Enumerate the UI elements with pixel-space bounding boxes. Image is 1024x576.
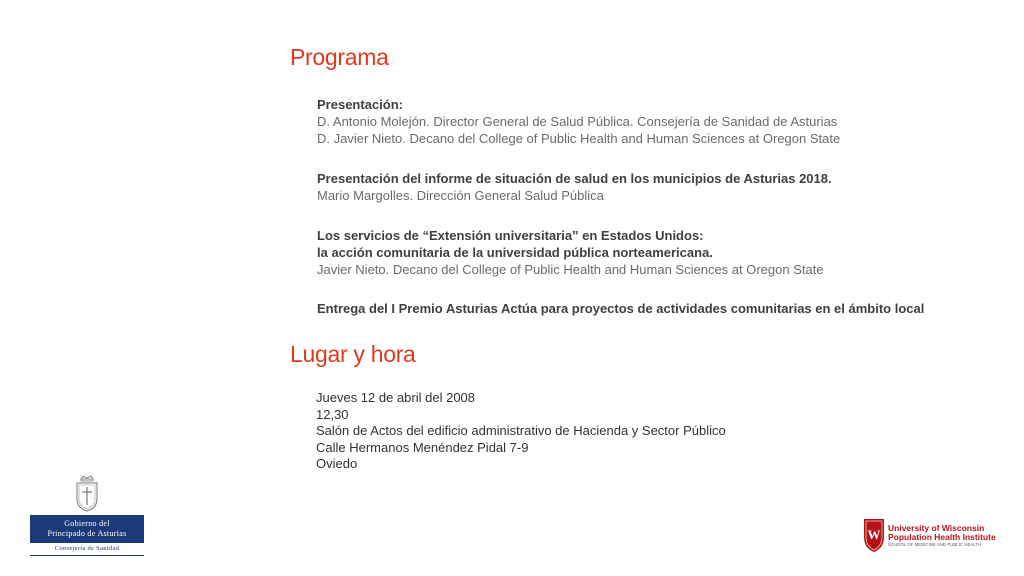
venue-date: Jueves 12 de abril del 2008 (316, 390, 476, 405)
lugar-heading: Lugar y hora (290, 341, 416, 367)
speaker-line: Javier Nieto. Decano del College of Public Health and Human Sciences at Oregon State (317, 262, 824, 277)
consejeria-label: Consejería de Sanidad (54, 545, 120, 552)
venue-time: 12,30 (316, 406, 349, 422)
venue-hall: Salón de Actos del edificio administrativo de Hacienda y Sector Público (316, 423, 726, 438)
svg-text:W: W (867, 527, 881, 542)
section-title: Presentación: (317, 97, 403, 112)
speaker-line: Mario Margolles. Dirección General Salud Pública (317, 188, 604, 203)
uw-institute: Population Health Institute (888, 532, 996, 542)
informe-section (317, 170, 997, 204)
venue-details (316, 390, 726, 473)
speaker-line: D. Antonio Molejón. Director General de Salud Pública. Consejería de Sanidad de Asturias (317, 114, 838, 129)
venue-city: Oviedo (316, 456, 358, 471)
speaker-line: D. Javier Nieto. Decano del College of Public Health and Human Sciences at Oregon State (317, 131, 841, 146)
uw-population-health-logo (862, 517, 996, 557)
principado-line: Principado de Asturias (47, 528, 127, 538)
section-title: Entrega del I Premio Asturias Actúa para proyectos de actividades comunitarias en el ámbito local (317, 301, 925, 316)
uw-school: SCHOOL OF MEDICINE AND PUBLIC HEALTH (888, 542, 982, 547)
programa-heading: Programa (290, 44, 389, 70)
gobierno-line: Gobierno del (64, 519, 110, 528)
section-title: la acción comunitaria de la universidad pública norteamericana. (317, 245, 713, 260)
uw-name: University of Wisconsin (888, 523, 985, 533)
presentacion-section (317, 96, 997, 147)
premio-section (317, 300, 997, 317)
gobierno-box (30, 515, 144, 543)
section-title: Presentación del informe de situación de salud en los municipios de Asturias 2018. (317, 171, 832, 186)
asturias-crest-icon (74, 475, 100, 513)
consejeria-rule (30, 555, 144, 556)
uw-crest-icon (862, 517, 886, 553)
venue-street: Calle Hermanos Menéndez Pidal 7-9 (316, 439, 529, 455)
gobierno-asturias-logo (30, 475, 144, 559)
extension-section (317, 227, 997, 278)
section-title: Los servicios de “Extensión universitaria” en Estados Unidos: (317, 228, 704, 243)
